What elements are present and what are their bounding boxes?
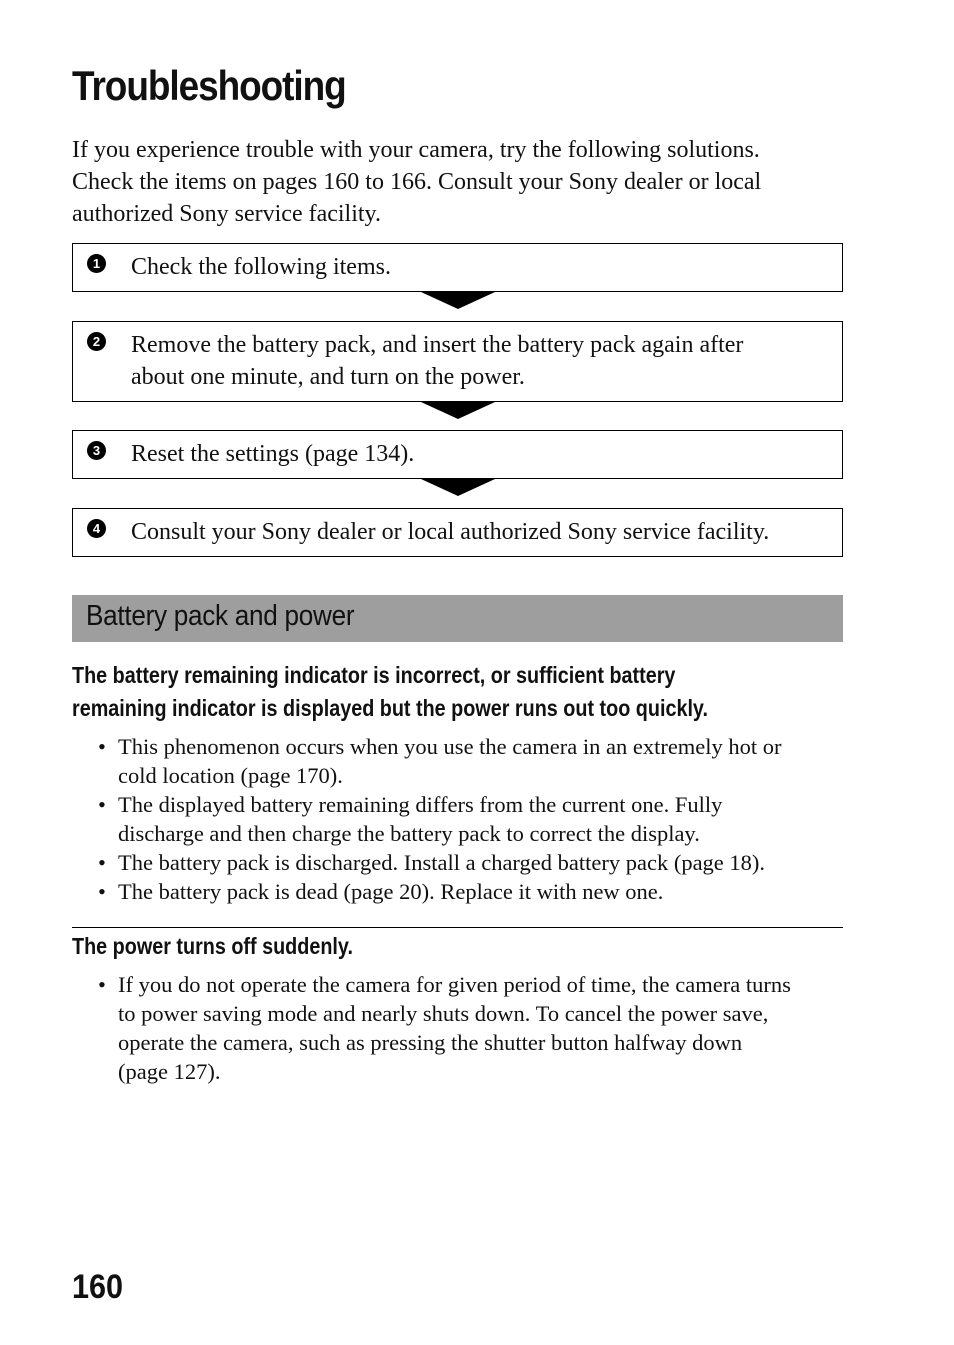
list-item-line: The battery pack is dead (page 20). Replace it with new one. (118, 879, 664, 904)
list-item-line: This phenomenon occurs when you use the camera in an extremely hot or (118, 734, 782, 759)
section-heading: Battery pack and power (86, 600, 355, 632)
list-item (98, 877, 848, 906)
problem-heading-line: remaining indicator is displayed but the power runs out too quickly. (72, 695, 708, 721)
section-heading-bar (72, 595, 843, 642)
list-item-line: (page 127). (118, 1059, 221, 1084)
list-item-line: The displayed battery remaining differs from the current one. Fully (118, 792, 723, 817)
list-item (98, 848, 848, 877)
step-number-4-icon: 4 (87, 519, 106, 538)
list-item-line: If you do not operate the camera for given period of time, the camera turns (118, 972, 791, 997)
down-arrow-icon (421, 479, 495, 496)
step-2-text (131, 329, 828, 393)
bullet-icon: • (98, 734, 106, 759)
page-number: 160 (72, 1268, 124, 1306)
problem-heading-line: The power turns off suddenly. (72, 933, 353, 959)
intro-line: If you experience trouble with your camera, try the following solutions. (72, 137, 760, 163)
solution-list (98, 732, 848, 906)
list-item (98, 970, 848, 1086)
step-2-line: Remove the battery pack, and insert the battery pack again after (131, 332, 744, 358)
step-number-1-icon: 1 (87, 254, 106, 273)
list-item (98, 732, 848, 790)
list-item-line: cold location (page 170). (118, 763, 343, 788)
step-3-text: Reset the settings (page 134). (131, 441, 415, 467)
list-item-line: discharge and then charge the battery pack to correct the display. (118, 821, 700, 846)
list-item-line: to power saving mode and nearly shuts down. To cancel the power save, (118, 1001, 769, 1026)
intro-line: Check the items on pages 160 to 166. Consult your Sony dealer or local (72, 169, 762, 195)
step-2-box (72, 321, 843, 402)
problem-heading (72, 930, 353, 963)
step-3-box (72, 430, 843, 479)
step-2-line: about one minute, and turn on the power. (131, 364, 525, 390)
solution-list (98, 970, 848, 1086)
step-number-3-icon: 3 (87, 441, 106, 460)
bullet-icon: • (98, 879, 106, 904)
down-arrow-icon (421, 292, 495, 309)
intro-paragraph (72, 134, 852, 230)
step-4-text: Consult your Sony dealer or local authorized Sony service facility. (131, 519, 770, 545)
list-item-line: The battery pack is discharged. Install a charged battery pack (page 18). (118, 850, 766, 875)
list-item-line: operate the camera, such as pressing the shutter button halfway down (118, 1030, 743, 1055)
intro-line: authorized Sony service facility. (72, 201, 381, 227)
down-arrow-icon (421, 402, 495, 419)
step-4-box (72, 508, 843, 557)
divider (72, 927, 843, 928)
step-1-box (72, 243, 843, 292)
page-title: Troubleshooting (72, 62, 346, 109)
list-item (98, 790, 848, 848)
step-number-2-icon: 2 (87, 332, 106, 351)
bullet-icon: • (98, 850, 106, 875)
bullet-icon: • (98, 792, 106, 817)
step-1-text: Check the following items. (131, 254, 391, 280)
problem-heading-line: The battery remaining indicator is incorrect, or sufficient battery (72, 662, 676, 688)
problem-heading (72, 659, 708, 725)
bullet-icon: • (98, 972, 106, 997)
